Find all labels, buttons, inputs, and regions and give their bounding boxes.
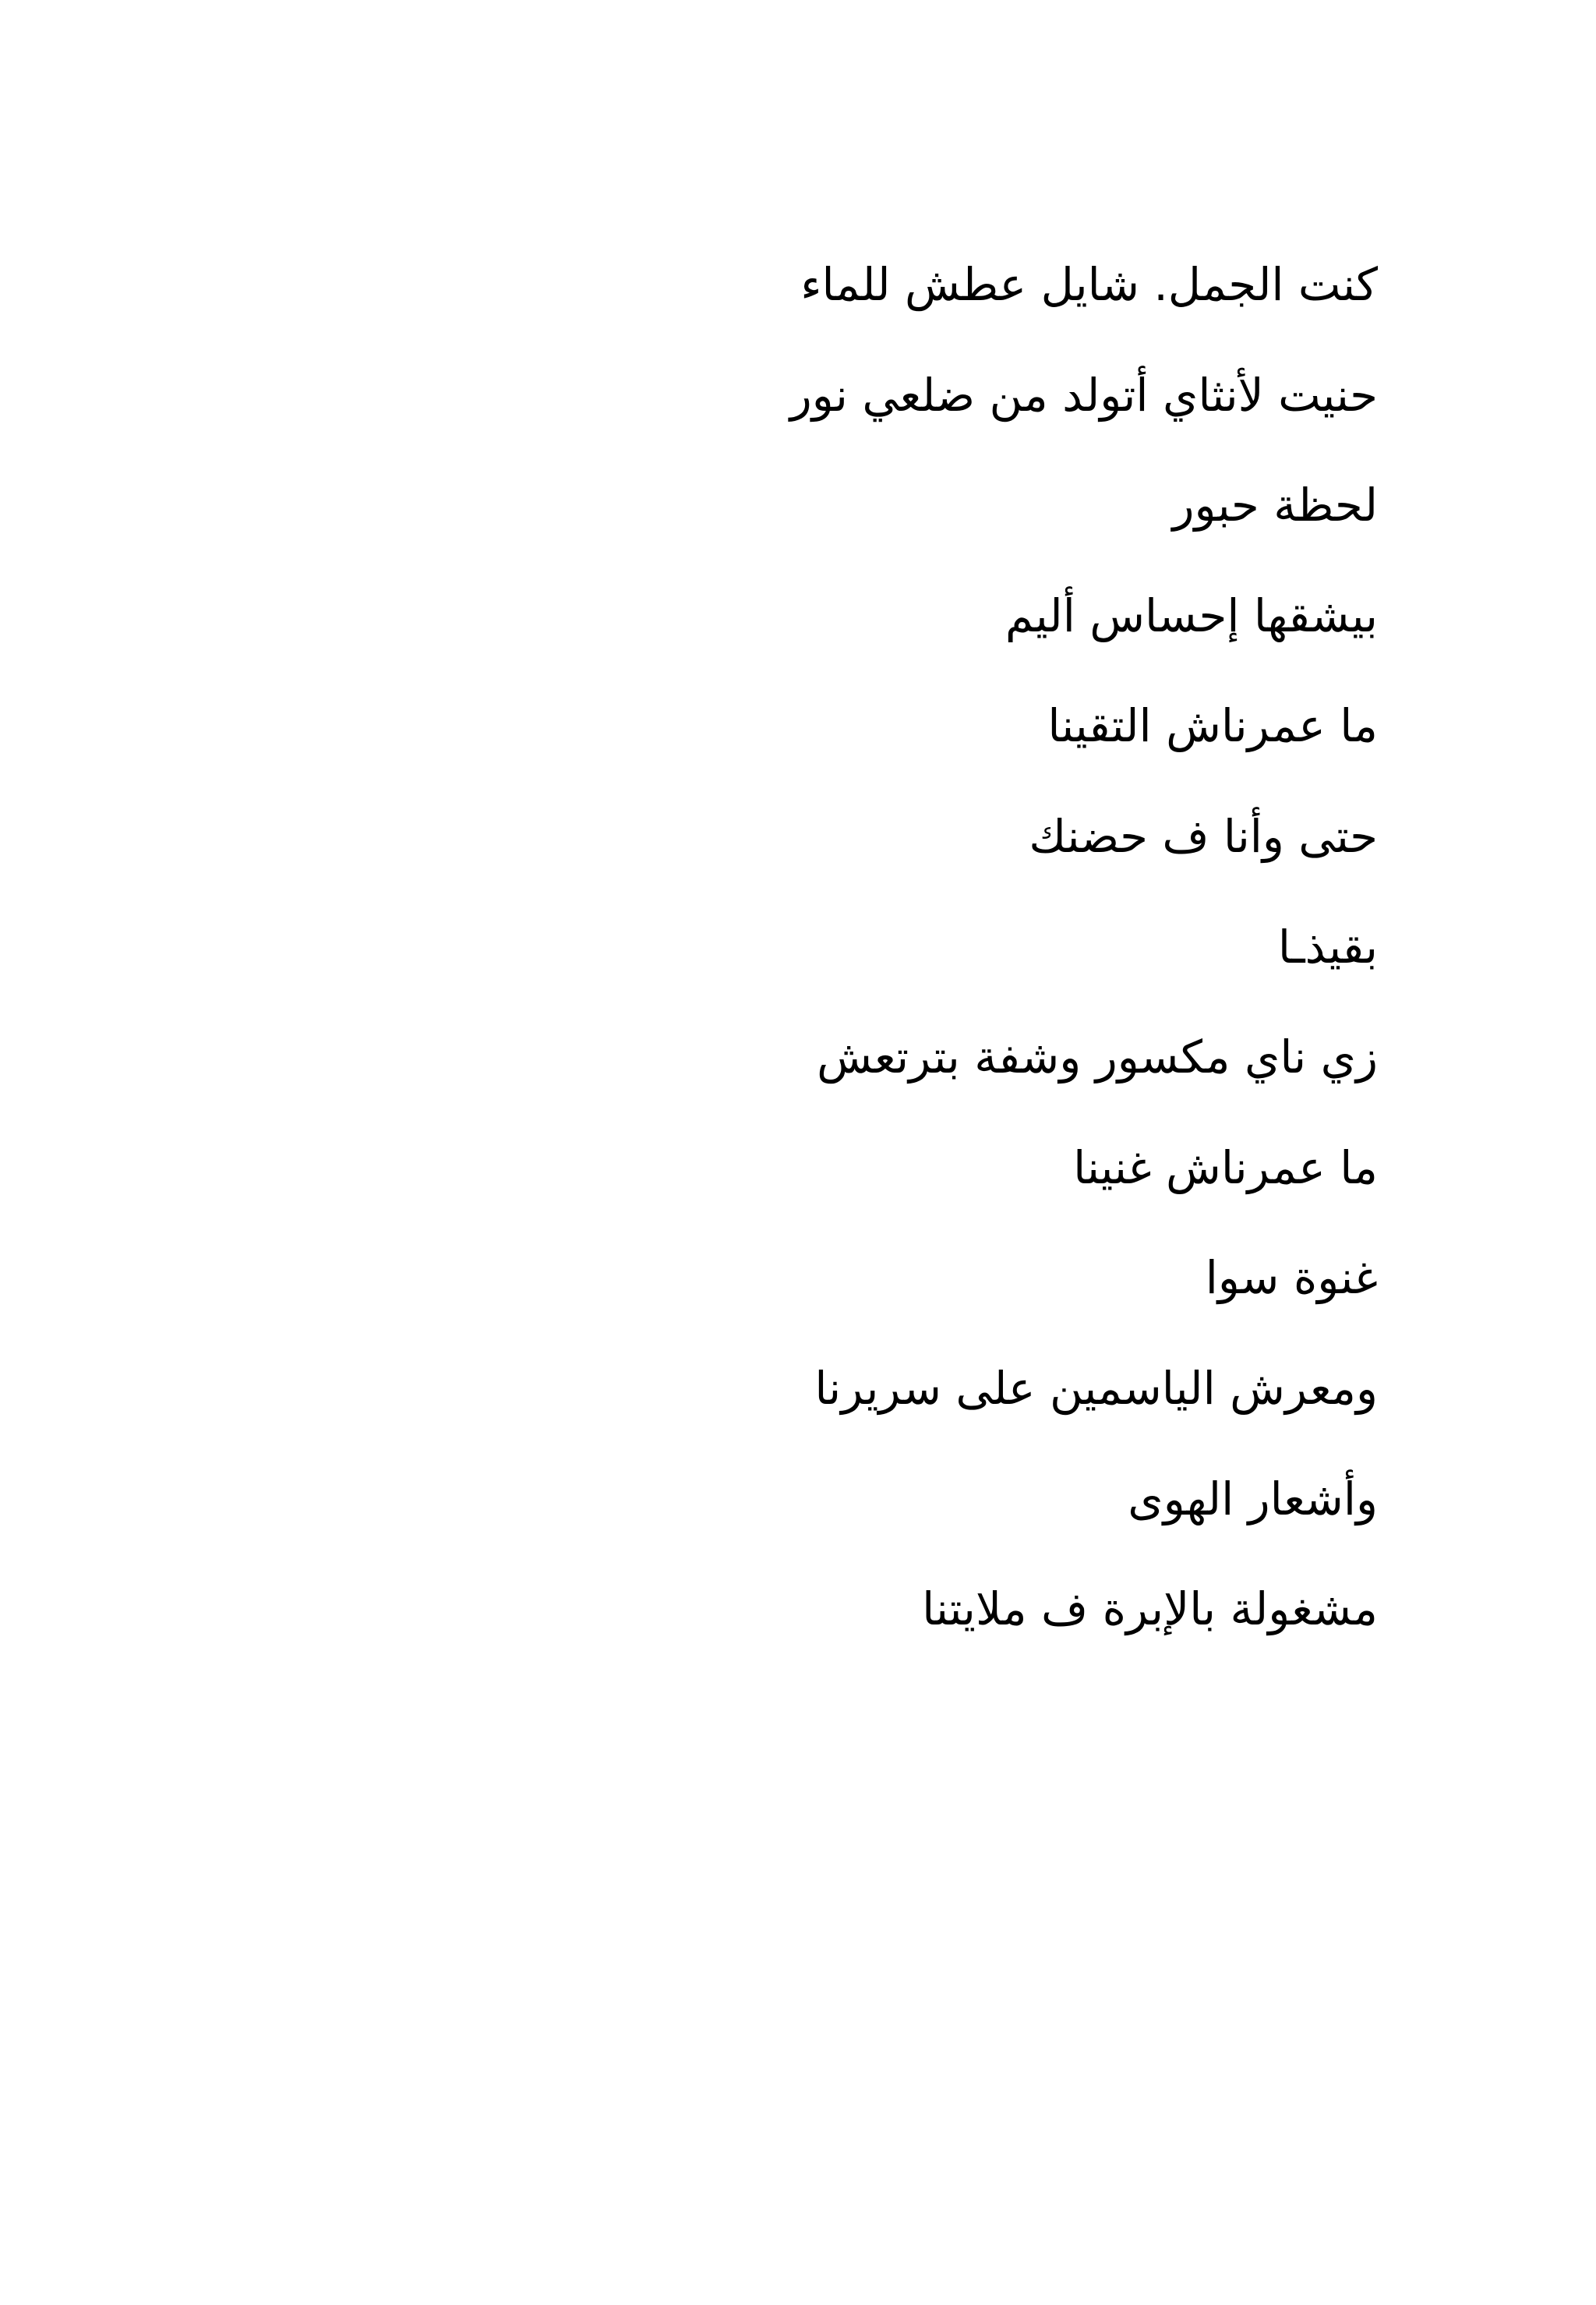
poem-line-13: مشغولة بالإبرة ف ملايتنا	[922, 1582, 1378, 1636]
poem-line-9: ما عمرناش غنينا	[1073, 1140, 1378, 1194]
poem-line-4: بيشقها إحساس أليم	[1005, 589, 1378, 642]
poem-line-6: حتى وأنا ف حضنك	[1029, 809, 1378, 863]
poem-line-12: وأشعار الهوى	[1128, 1472, 1378, 1525]
poem-line-8: زي ناي مكسور وشفة بترتعش	[817, 1031, 1378, 1084]
poem-body	[521, 248, 1378, 1683]
poem-line-11: ومعرش الياسمين على سريرنا	[814, 1361, 1378, 1415]
poem-line-2: حنيت لأنثاي أتولد من ضلعي نور	[789, 368, 1378, 422]
poem-line-1: كنت الجمل. شايل عطش للماء	[800, 258, 1378, 311]
poem-line-5: ما عمرناش التقينا	[1047, 699, 1378, 753]
poem-line-10: غنوة سوا	[1205, 1251, 1378, 1305]
poem-line-3: لحظة حبور	[1172, 479, 1378, 532]
poem-line-7: بقيذـا	[1277, 920, 1378, 974]
